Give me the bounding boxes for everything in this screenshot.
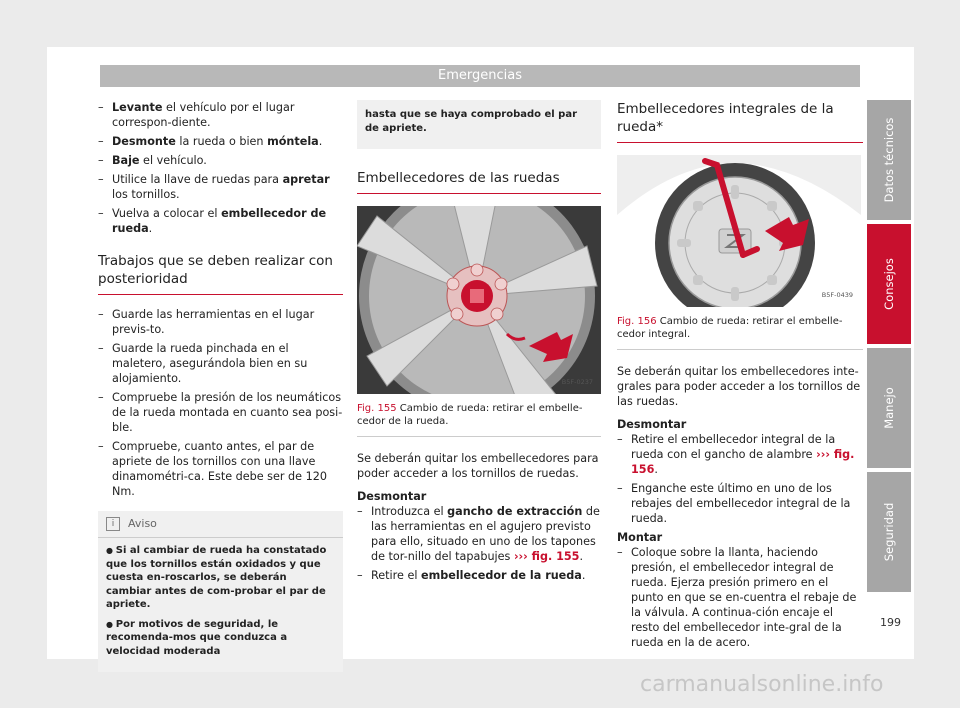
column-3 [617, 100, 863, 654]
figure-number: Fig. 155 [357, 403, 397, 414]
step-text: de las herramientas en el agujero previsto para ello, situado en uno de los tapones de tor-nillo del tapabujes [371, 505, 600, 563]
subheading-desmontar: Desmontar [357, 490, 427, 503]
list-item: – Coloque sobre la llanta, haciendo presión, el embellecedor integral de rueda. Ejerza presión primero en el punto en que se en-cuentra el rebaje de la válvula. A continua-ción encaje el resto del embellecedor inte-gral de la rueda en la de acero. [617, 545, 863, 650]
step-text: el vehículo. [139, 154, 207, 167]
list-item [617, 432, 863, 477]
step-text: Vuelva a colocar el [112, 207, 222, 220]
step-text: Utilice la llave de ruedas para [112, 173, 283, 186]
tab-consejos[interactable] [867, 224, 911, 344]
figure-number: Fig. 156 [617, 316, 657, 327]
step-text: . [581, 569, 586, 582]
tab-label: Manejo [882, 387, 896, 429]
aviso-title: Aviso [128, 517, 157, 530]
tab-manejo[interactable] [867, 348, 911, 468]
tab-datos-tecnicos[interactable] [867, 100, 911, 220]
intro-text: Se deberán quitar los embellecedores inte-grales para poder acceder a los tornillos de las ruedas. [617, 365, 861, 408]
step-bold: apretar [282, 173, 330, 186]
section-heading: Embellecedores de las ruedas [357, 169, 601, 194]
page-number: 199 [880, 616, 901, 629]
step-text: la rueda o bien [175, 135, 268, 148]
step-text: Retire el [371, 569, 421, 582]
list-item [98, 172, 343, 202]
aviso-item: ● Si al cambiar de rueda ha constatado que los tornillos están oxidados y que cuesta en-roscarlos, se deberán cambiar antes de com-probar el par de apriete. [106, 544, 335, 612]
step-text: . [318, 135, 323, 148]
figure-caption [357, 402, 601, 437]
step-text: . [654, 463, 658, 476]
step-bold: embellecedor de rueda [112, 207, 327, 235]
figure-link[interactable]: ››› fig. 156 [631, 448, 855, 476]
list-item [98, 100, 343, 130]
aviso-continuation: hasta que se haya comprobado el par de apriete. [357, 100, 601, 149]
step-bold: Desmonte [112, 135, 176, 148]
subheading-montar: Montar [617, 531, 663, 544]
caption-text: Cambio de rueda: retirar el embelle-cedor de la rueda. [357, 403, 583, 427]
step-text: el vehículo por el lugar correspon-diente. [112, 101, 295, 129]
tab-label: Datos técnicos [882, 117, 896, 203]
column-2 [357, 100, 601, 587]
column-1 [98, 100, 343, 672]
list-item [98, 134, 343, 149]
section-heading: Embellecedores integrales de la rueda* [617, 100, 863, 143]
figure-caption [617, 315, 863, 350]
aviso-item: ● Por motivos de seguridad, le recomenda-mos que conduzca a velocidad moderada [106, 618, 335, 659]
step-text: . [148, 222, 153, 235]
list-item [357, 504, 601, 564]
section-header: Emergencias [100, 65, 860, 87]
list-item: – Guarde la rueda pinchada en el maletero, asegurándola bien en su alojamiento. [98, 341, 343, 386]
list-item [98, 153, 343, 168]
figure-integral-cover [617, 155, 861, 307]
aviso-header [98, 511, 343, 538]
list-item [617, 481, 863, 526]
tab-label: Consejos [882, 258, 896, 310]
list-item [357, 568, 601, 583]
figure-wheel-cover [357, 206, 601, 394]
step-text: Enganche este último en uno de los rebajes del embellecedor integral de la rueda. [631, 482, 851, 525]
integral-cover-illustration [617, 155, 861, 307]
figure-code: B5F-0439 [821, 291, 853, 299]
step-bold: Baje [112, 154, 140, 167]
list-item [98, 206, 343, 236]
step-bold: embellecedor de la rueda [421, 569, 582, 582]
list-item: – Compruebe la presión de los neumáticos de la rueda montada en cuanto sea posi-ble. [98, 390, 343, 435]
watermark: carmanualsonline.info [640, 672, 884, 697]
figure-code: B5F-0237 [561, 378, 593, 386]
list-item: – Compruebe, cuanto antes, el par de apriete de los tornillos con una llave dinamométri-ca. Este debe ser de 120 Nm. [98, 439, 343, 499]
tab-seguridad[interactable] [867, 472, 911, 592]
tab-label: Seguridad [882, 502, 896, 562]
step-bold: gancho de extracción [447, 505, 583, 518]
step-text: . [579, 550, 584, 563]
aviso-box [98, 511, 343, 672]
caption-text: Cambio de rueda: retirar el embelle-cedor integral. [617, 316, 843, 340]
subheading-desmontar: Desmontar [617, 418, 687, 431]
list-item: – Guarde las herramientas en el lugar previs-to. [98, 307, 343, 337]
step-bold: Levante [112, 101, 163, 114]
step-bold: móntela [267, 135, 319, 148]
figure-link[interactable]: ››› fig. 155 [513, 550, 580, 563]
step-text: Introduzca el [371, 505, 448, 518]
intro-text: Se deberán quitar los embellecedores para poder acceder a los tornillos de ruedas. [357, 452, 599, 480]
info-icon: i [106, 517, 120, 531]
step-text: los tornillos. [112, 188, 180, 201]
wheel-cover-illustration [357, 206, 601, 394]
section-heading: Trabajos que se deben realizar con posterioridad [98, 252, 343, 295]
step-text: Retire el embellecedor integral de la rueda con el gancho de alambre [631, 433, 836, 461]
